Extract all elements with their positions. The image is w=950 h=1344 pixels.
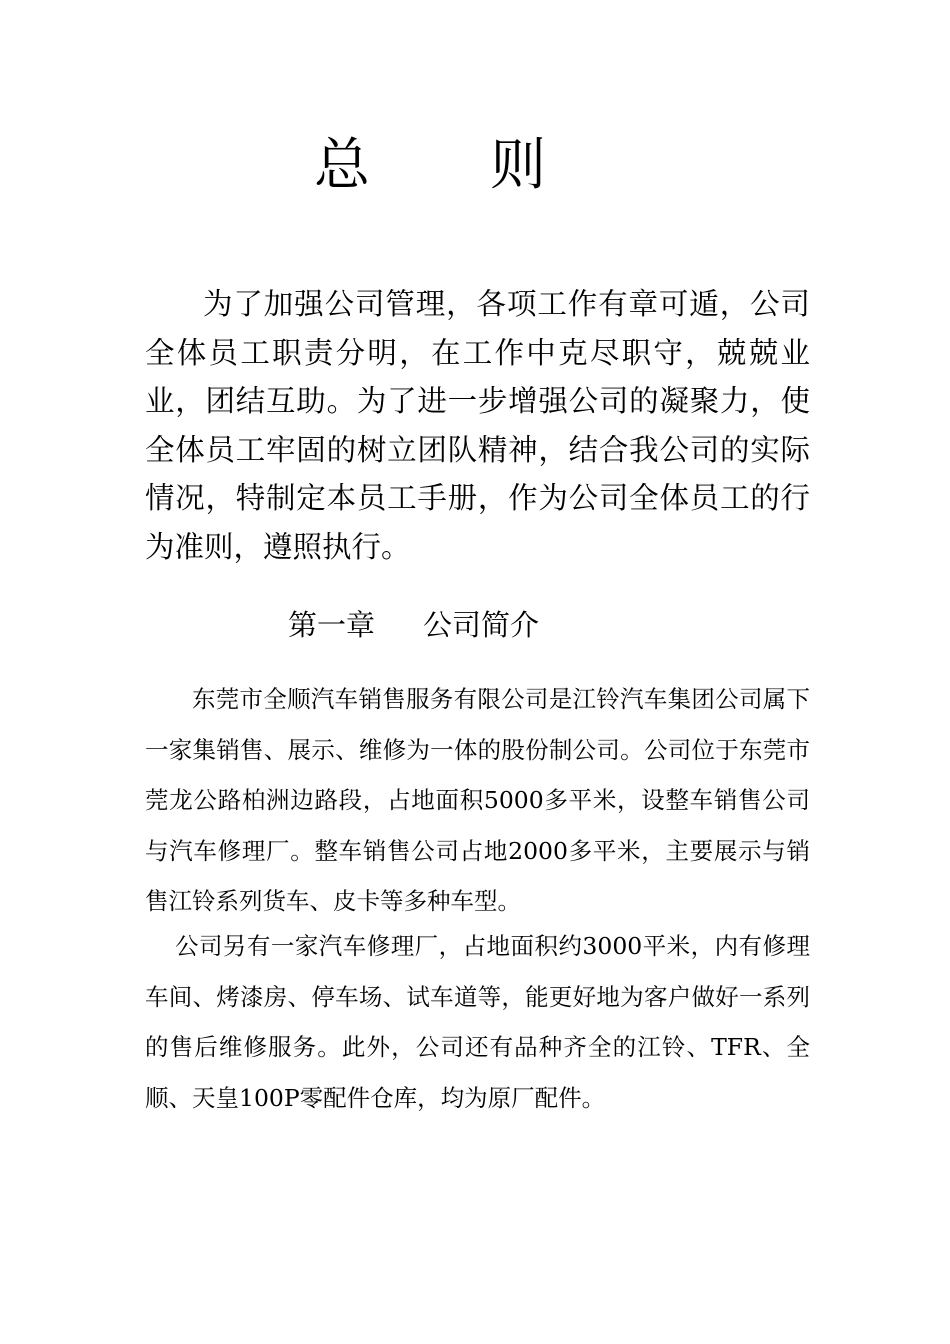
chapter-number: 第一章 <box>288 608 376 642</box>
page-title <box>0 128 860 204</box>
title-part-1: 总 <box>314 133 370 198</box>
chapter-name: 公司简介 <box>423 608 540 642</box>
chapter-heading <box>288 603 539 647</box>
title-part-2: 则 <box>490 133 546 198</box>
company-intro-paragraph: 东莞市全顺汽车销售服务有限公司是江铃汽车集团公司属下一家集销售、展示、维修为一体的股份制公司。公司位于东莞市莞龙公路柏洲边路段，占地面积5000多平米，设整车销售公司与汽车修理厂。整车销售公司占地2000多平米，主要展示与销售江铃系列货车、皮卡等多种车型。 <box>145 685 810 916</box>
intro-paragraph: 为了加强公司管理，各项工作有章可遁，公司全体员工职责分明，在工作中克尽职守，兢兢业业，团结互助。为了进一步增强公司的凝聚力，使全体员工牢固的树立团队精神，结合我公司的实际情况，特制定本员工手册，作为公司全体员工的行为准则，遵照执行。 <box>145 287 810 564</box>
repair-shop-paragraph: 公司另有一家汽车修理厂，占地面积约3000平米，内有修理车间、烤漆房、停车场、试车道等，能更好地为客户做好一系列的售后维修服务。此外，公司还有品种齐全的江铃、TFR、全顺、天皇100P零配件仓库，均为原厂配件。 <box>145 932 810 1112</box>
